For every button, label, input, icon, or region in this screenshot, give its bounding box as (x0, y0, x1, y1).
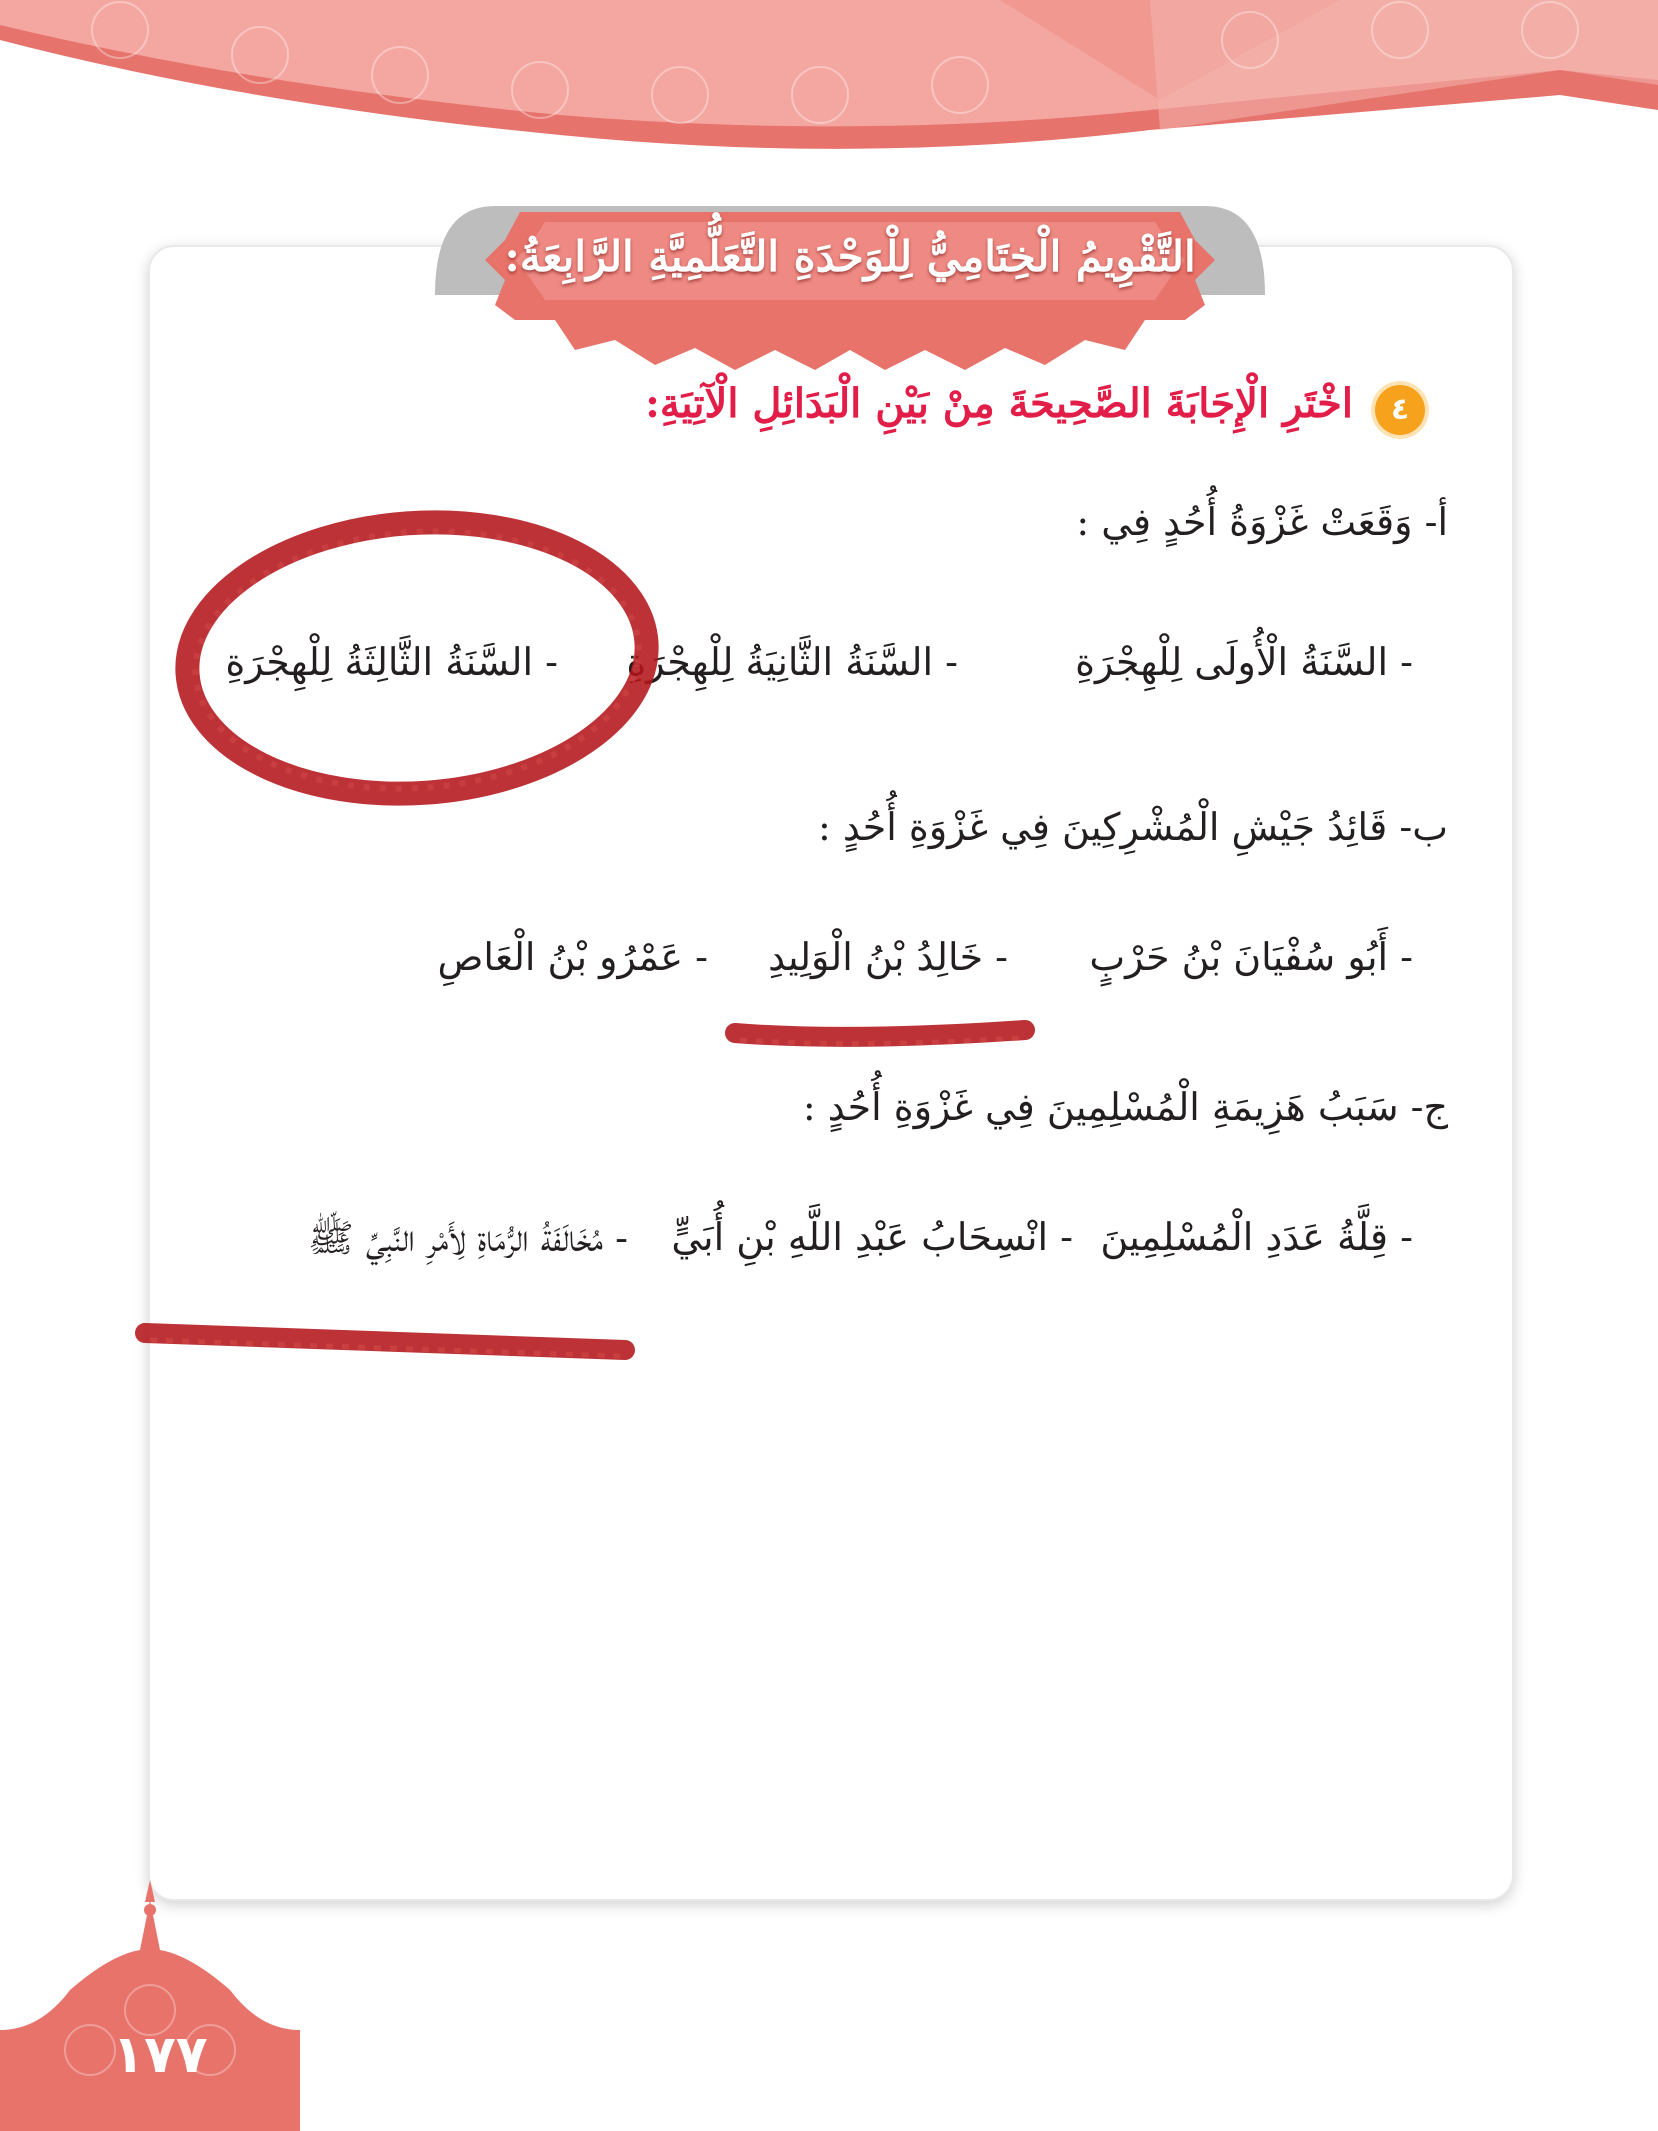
question-c-label: ج- سَبَبُ هَزِيمَةِ الْمُسْلِمِينَ فِي غَزْوَةِ أُحُدٍ : (802, 1085, 1448, 1129)
top-decorative-banner (0, 0, 1658, 170)
option-c-3[interactable]: - مُخَالَفَةُ الرُّمَاةِ لِأَمْرِ النَّبِيِّ ﷺ (307, 1216, 628, 1260)
question-instruction: اخْتَرِ الْإِجَابَةَ الصَّحِيحَةَ مِنْ بَيْنِ الْبَدَائِلِ الْآتِيَةِ: (645, 380, 1353, 427)
question-a-label: أ- وَقَعَتْ غَزْوَةُ أُحُدٍ فِي : (1076, 500, 1448, 544)
option-a-2[interactable]: - السَّنَةُ الثَّانِيَةُ لِلْهِجْرَةِ (626, 640, 958, 684)
question-number-badge: ٤ (1375, 385, 1425, 435)
option-b-1[interactable]: - أَبُو سُفْيَانَ بْنُ حَرْبٍ (1089, 935, 1413, 979)
option-c-2[interactable]: - انْسِحَابُ عَبْدِ اللَّهِ بْنِ أُبَيٍّ (671, 1215, 1073, 1259)
option-a-3[interactable]: - السَّنَةُ الثَّالِثَةُ لِلْهِجْرَةِ (225, 640, 558, 684)
page-number-ornament (0, 1880, 300, 2131)
option-b-2[interactable]: - خَالِدُ بْنُ الْوَلِيدِ (768, 935, 1008, 979)
page-title: التَّقْوِيمُ الْخِتَامِيُّ لِلْوَحْدَةِ التَّعَلُّمِيَّةِ الرَّابِعَةُ: (504, 232, 1196, 281)
page-number: ١٧٧ (112, 2025, 208, 2085)
section-title-banner (425, 200, 1275, 380)
option-b-3[interactable]: - عَمْرُو بْنُ الْعَاصِ (437, 935, 708, 979)
content-card (148, 245, 1514, 1901)
option-a-1[interactable]: - السَّنَةُ الْأُولَى لِلْهِجْرَةِ (1075, 640, 1413, 684)
question-b-label: ب- قَائِدُ جَيْشِ الْمُشْرِكِينَ فِي غَزْوَةِ أُحُدٍ : (817, 805, 1448, 849)
option-c-1[interactable]: - قِلَّةُ عَدَدِ الْمُسْلِمِينَ (1100, 1215, 1413, 1259)
